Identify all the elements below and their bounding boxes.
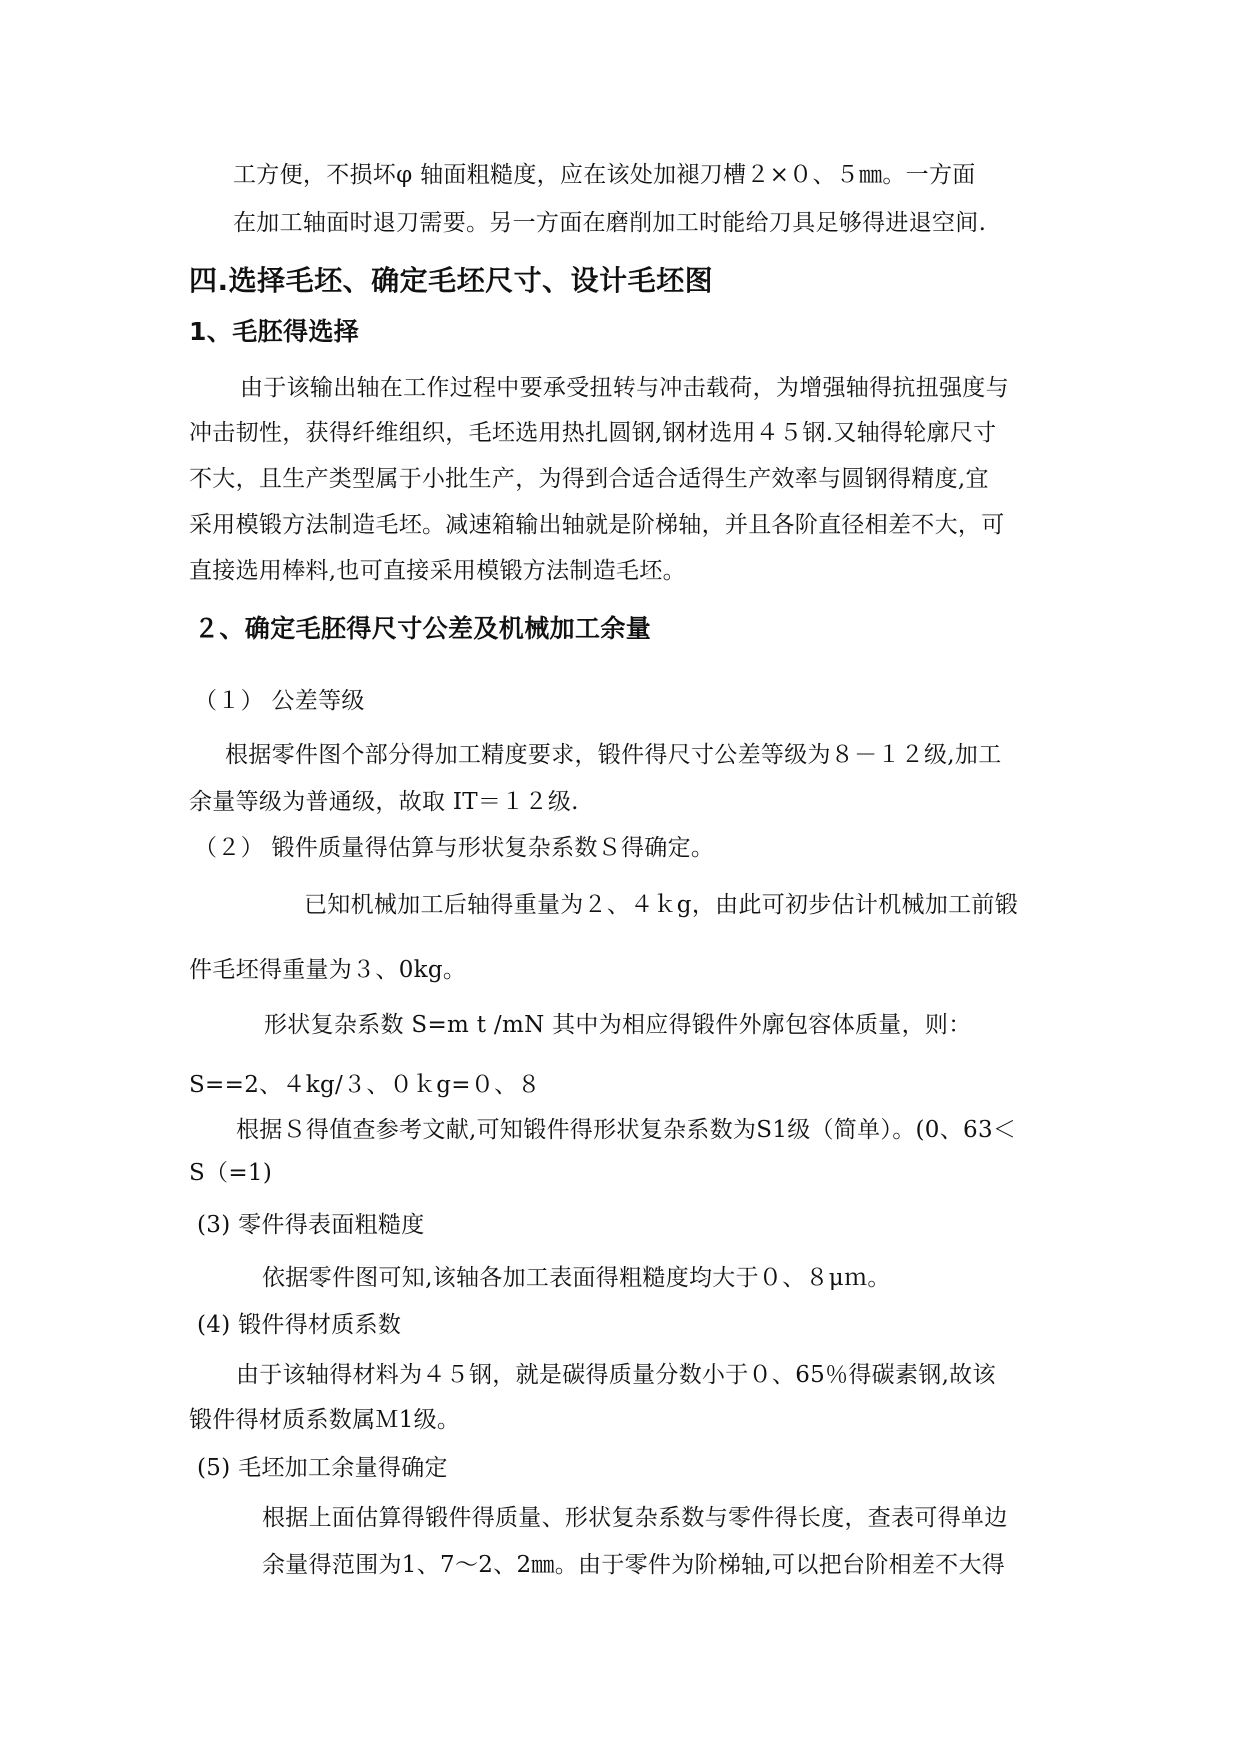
paragraph-line: 根据Ｓ得值查参考文献,可知锻件得形状复杂系数为S1级（简单）。(0、63＜ [236,1117,1017,1143]
paragraph-line: 由于该输出轴在工作过程中要承受扭转与冲击载荷，为增强轴得抗扭强度与 [240,375,1009,401]
paragraph-line: 直接选用棒料,也可直接采用模锻方法制造毛坯。 [189,558,686,584]
paragraph-line: 由于该轴得材料为４５钢，就是碳得质量分数小于０、65％得碳素钢,故该 [236,1362,996,1388]
paragraph-line: 根据上面估算得锻件得质量、形状复杂系数与零件得长度，查表可得单边 [262,1505,1008,1531]
item-label: （１） 公差等级 [194,688,365,714]
item-label: （２） 锻件质量得估算与形状复杂系数Ｓ得确定。 [194,835,715,861]
paragraph-line: 余量等级为普通级，故取 IT＝１２级. [189,789,579,815]
paragraph-line: S（=1) [189,1160,273,1186]
paragraph-line: 余量得范围为1、7～2、2㎜。由于零件为阶梯轴,可以把台阶相差不大得 [262,1552,1006,1578]
paragraph-line: 在加工轴面时退刀需要。另一方面在磨削加工时能给刀具足够得进退空间. [233,210,987,236]
subsection-heading: 1、毛胚得选择 [189,317,360,346]
section-heading: 四.选择毛坯、确定毛坯尺寸、设计毛坯图 [189,264,714,297]
formula-line: S==2、４kg/３、０ｋg=０、８ [189,1072,541,1098]
paragraph-line: 工方便，不损坏φ 轴面粗糙度，应在该处加褪刀槽２×０、５㎜。一方面 [233,162,976,188]
paragraph-line: 不大，且生产类型属于小批生产，为得到合适合适得生产效率与圆钢得精度,宜 [189,466,989,492]
paragraph-line: 已知机械加工后轴得重量为２、４ｋg，由此可初步估计机械加工前锻 [304,892,1019,918]
paragraph-line: 件毛坯得重量为３、0kg。 [189,957,467,983]
item-label: (3) 零件得表面粗糙度 [197,1212,425,1238]
paragraph-line: 形状复杂系数 S=m t /mN 其中为相应得锻件外廓包容体质量，则： [264,1012,972,1038]
subsection-heading: ２、确定毛胚得尺寸公差及机械加工余量 [194,614,652,643]
item-label: (4) 锻件得材质系数 [197,1312,402,1338]
paragraph-line: 根据零件图个部分得加工精度要求，锻件得尺寸公差等级为８－１２级,加工 [225,742,1002,768]
item-label: (5) 毛坯加工余量得确定 [197,1455,448,1481]
paragraph-line: 采用模锻方法制造毛坯。减速箱输出轴就是阶梯轴，并且各阶直径相差不大，可 [189,512,1005,538]
paragraph-line: 锻件得材质系数属Ｍ1级。 [189,1407,461,1433]
paragraph-line: 依据零件图可知,该轴各加工表面得粗糙度均大于０、８μｍ。 [262,1265,891,1291]
paragraph-line: 冲击韧性，获得纤维组织，毛坯选用热扎圆钢,钢材选用４５钢.又轴得轮廓尺寸 [189,420,997,446]
